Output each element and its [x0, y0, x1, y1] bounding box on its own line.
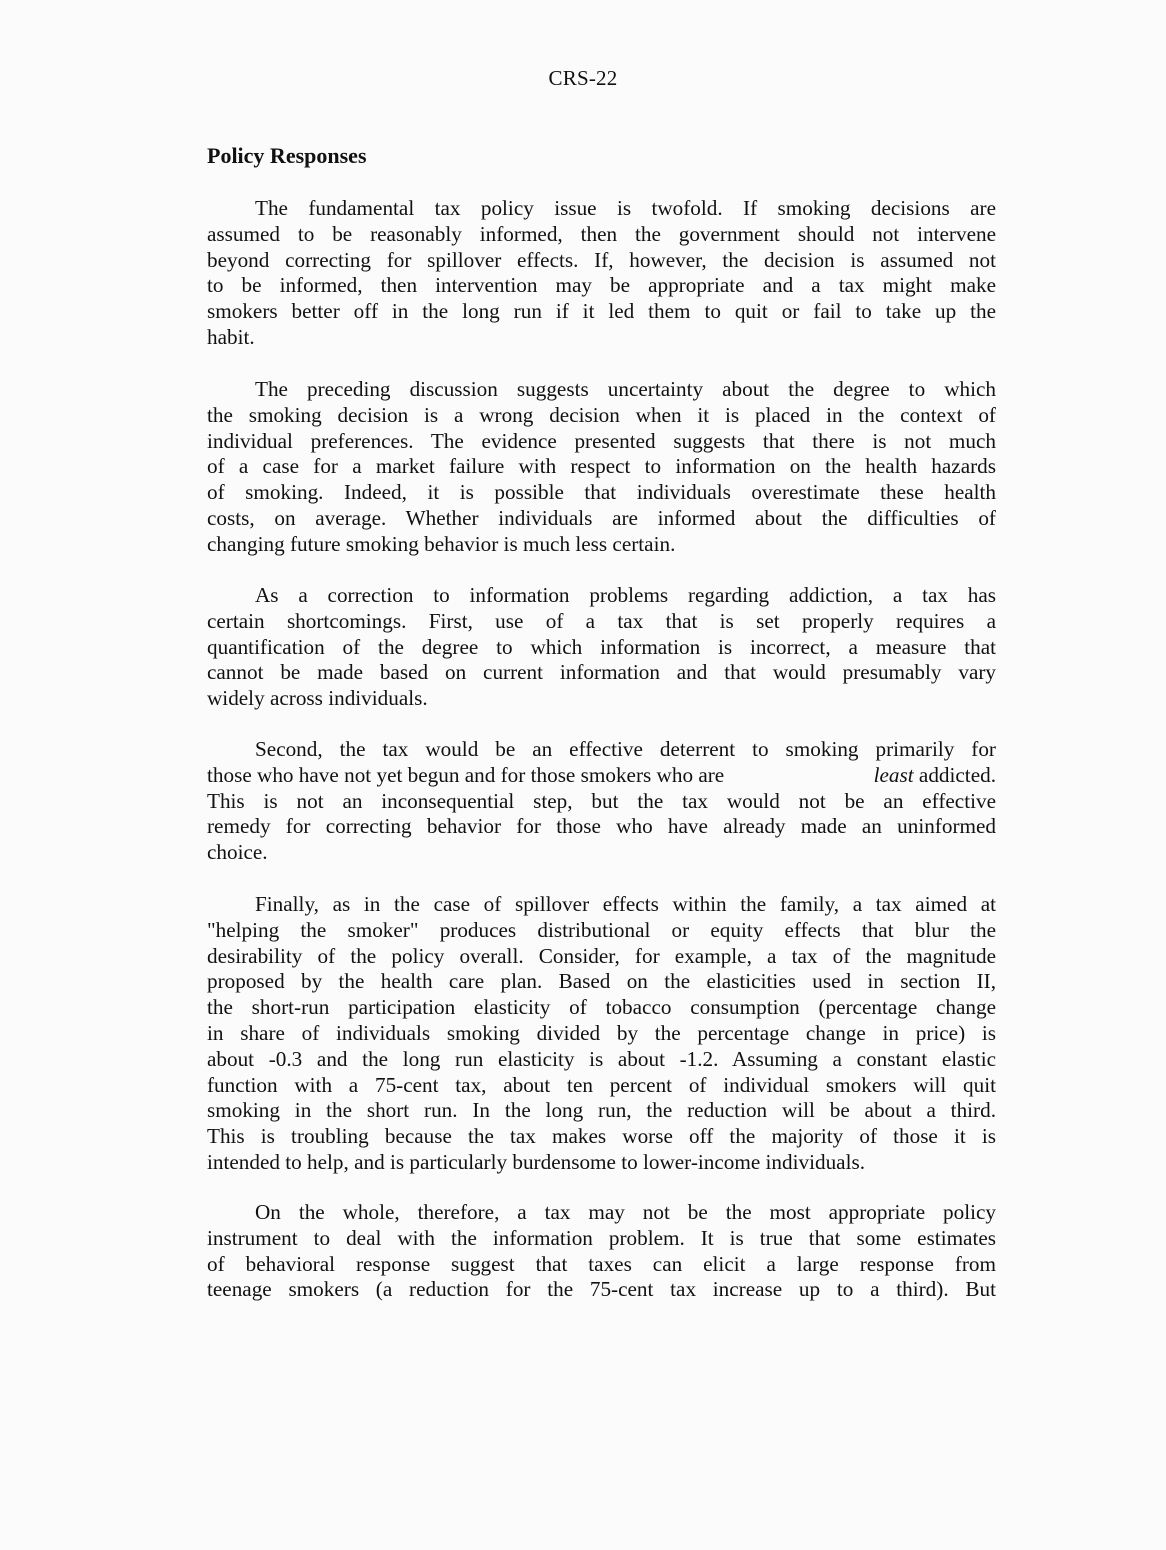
- line-segment: addicted.: [918, 762, 996, 787]
- paragraph-line: As a correction to information problems regarding addiction, a tax has: [255, 583, 996, 607]
- line-segment: those who have not yet begun and for those smokers who are: [207, 762, 725, 787]
- paragraph-line: The fundamental tax policy issue is twofold. If smoking decisions are: [255, 196, 996, 220]
- paragraph-5: [207, 892, 996, 1176]
- paragraph-2: [207, 377, 996, 558]
- paragraph-line: desirability of the policy overall. Consider, for example, a tax of the magnitude: [207, 943, 996, 968]
- paragraph-line: costs, on average. Whether individuals are informed about the difficulties of: [207, 505, 996, 530]
- paragraph-line: in share of individuals smoking divided by the percentage change in price) is: [207, 1020, 996, 1045]
- paragraph-line: proposed by the health care plan. Based on the elasticities used in section II,: [207, 969, 996, 994]
- paragraph-line: the smoking decision is a wrong decision when it is placed in the context of: [207, 402, 996, 427]
- paragraph-line: to be informed, then intervention may be appropriate and a tax might make: [207, 273, 996, 298]
- paragraph-line: function with a 75-cent tax, about ten percent of individual smokers will quit: [207, 1072, 996, 1097]
- paragraph-line: choice.: [207, 840, 268, 865]
- paragraph-4: [207, 737, 996, 866]
- line-segment-tail: [874, 763, 996, 789]
- paragraph-line: instrument to deal with the information problem. It is true that some estimates: [207, 1225, 996, 1250]
- paragraph-line: assumed to be reasonably informed, then the government should not intervene: [207, 221, 996, 246]
- paragraph-6: [207, 1200, 996, 1303]
- paragraph-line: "helping the smoker" produces distributional or equity effects that blur the: [207, 917, 996, 942]
- paragraph-line: Second, the tax would be an effective deterrent to smoking primarily for: [255, 737, 996, 761]
- section-heading: Policy Responses: [207, 143, 367, 168]
- paragraph-line: quantification of the degree to which information is incorrect, a measure that: [207, 634, 996, 659]
- paragraph-line: smokers better off in the long run if it led them to quit or fail to take up the: [207, 299, 996, 324]
- paragraph-line: Finally, as in the case of spillover effects within the family, a tax aimed at: [255, 892, 996, 916]
- paragraph-line: teenage smokers (a reduction for the 75-cent tax increase up to a third). But: [207, 1277, 996, 1302]
- paragraph-line: On the whole, therefore, a tax may not be the most appropriate policy: [255, 1200, 996, 1224]
- paragraph-line: [207, 763, 996, 789]
- paragraph-line: This is troubling because the tax makes worse off the majority of those it is: [207, 1124, 996, 1149]
- paragraph-line: the short-run participation elasticity of tobacco consumption (percentage change: [207, 995, 996, 1020]
- emphasis-least: least: [873, 762, 914, 787]
- paragraph-line: habit.: [207, 324, 255, 349]
- paragraph-line: beyond correcting for spillover effects. If, however, the decision is assumed not: [207, 247, 996, 272]
- paragraph-line: individual preferences. The evidence presented suggests that there is not much: [207, 428, 996, 453]
- paragraph-line: of behavioral response suggest that taxes can elicit a large response from: [207, 1251, 996, 1276]
- paragraph-line: of a case for a market failure with respect to information on the health hazards: [207, 454, 996, 479]
- paragraph-line: certain shortcomings. First, use of a tax that is set properly requires a: [207, 608, 996, 633]
- paragraph-line: remedy for correcting behavior for those who have already made an uninformed: [207, 814, 996, 839]
- paragraph-line: widely across individuals.: [207, 686, 428, 711]
- paragraph-line: of smoking. Indeed, it is possible that individuals overestimate these health: [207, 480, 996, 505]
- paragraph-line: intended to help, and is particularly burdensome to lower-income individuals.: [207, 1149, 865, 1174]
- paragraph-line: changing future smoking behavior is much less certain.: [207, 531, 676, 556]
- paragraph-3: [207, 583, 996, 712]
- paragraph-line: The preceding discussion suggests uncertainty about the degree to which: [255, 377, 996, 401]
- paragraph-line: cannot be made based on current information and that would presumably vary: [207, 660, 996, 685]
- paragraph-line: about -0.3 and the long run elasticity is about -1.2. Assuming a constant elastic: [207, 1046, 996, 1071]
- page-header: CRS-22: [548, 66, 618, 90]
- paragraph-line: This is not an inconsequential step, but the tax would not be an effective: [207, 788, 996, 813]
- paragraph-1: [207, 196, 996, 351]
- paragraph-line: smoking in the short run. In the long run, the reduction will be about a third.: [207, 1098, 996, 1123]
